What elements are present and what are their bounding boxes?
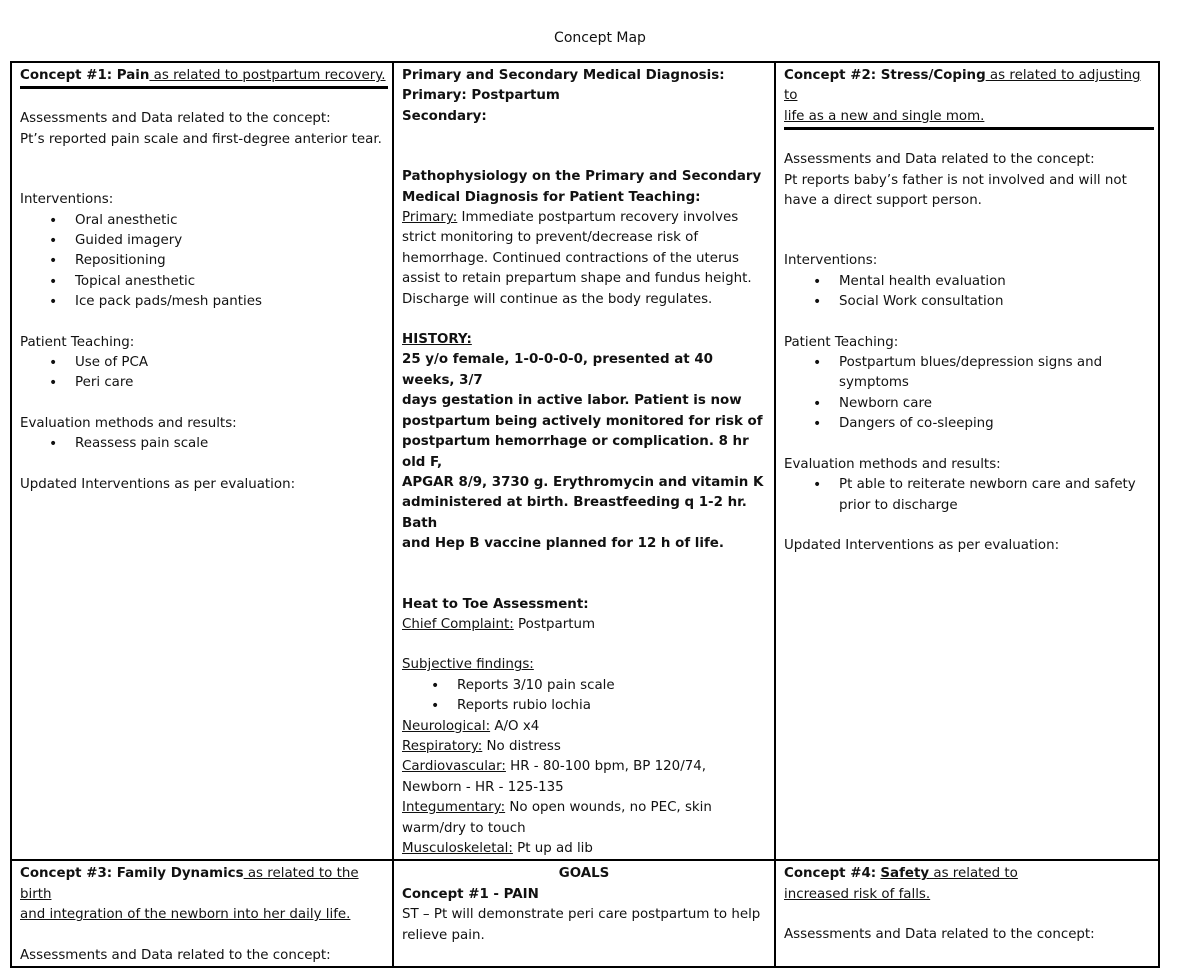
list-item: • Repositioning [75,251,384,271]
integ-value: No open wounds, no PEC, skin [505,800,712,816]
concept1-eval-list [20,434,384,454]
concept1-eval-label: Evaluation methods and results: [20,415,237,431]
concept-map-table [10,61,1160,968]
assessment-heading: Heat to Toe Assessment: [402,596,589,612]
concept4-cell [775,860,1159,967]
concept1-label: Concept #1: Pain [20,68,150,83]
concept2-interventions-list [784,272,1150,313]
list-item: • Peri care [75,373,384,393]
concept3-cell [11,860,393,967]
history-line: and Hep B vaccine planned for 12 h of life. [402,536,724,552]
concept3-phrase-2: and integration of the newborn into her daily life. [20,907,351,923]
goals-heading: GOALS [558,866,610,882]
list-item: • Ice pack pads/mesh panties [75,292,384,312]
goals-st-line: ST – Pt will demonstrate peri care postpartum to help [402,907,761,923]
patho-line: Immediate postpartum recovery involves [457,210,739,226]
cardio-value-2: Newborn - HR - 125-135 [402,779,564,795]
concept2-header-line-2 [784,107,1154,130]
concept1-assess-text: Pt’s reported pain scale and first-degree anterior tear. [20,131,382,147]
concept2-header-line-1 [784,66,1150,107]
concept3-assess-label: Assessments and Data related to the concept: [20,947,331,963]
list-item: • Use of PCA [75,353,384,373]
concept1-interventions-list [20,211,384,313]
concept3-phrase: as related to the birth [20,866,359,902]
patho-heading-1: Pathophysiology on the Primary and Secondary [402,169,762,185]
concept2-assess-line: have a direct support person. [784,193,982,209]
history-line: 25 y/o female, 1-0-0-0-0, presented at 40 weeks, 3/7 [402,352,713,388]
history-line: postpartum being actively monitored for risk of [402,413,763,429]
integ-label: Integumentary: [402,800,506,816]
concept2-teaching-label: Patient Teaching: [784,334,899,350]
list-item: • Reports 3/10 pain scale [457,676,766,696]
concept2-eval-label: Evaluation methods and results: [784,456,1001,472]
chief-complaint-value: Postpartum [513,616,596,632]
integ-value-2: warm/dry to touch [402,820,526,836]
patho-primary-label: Primary: [402,210,458,226]
concept2-eval-list [784,475,1150,516]
concept4-phrase-2: increased risk of falls. [784,886,931,902]
list-item: • Mental health evaluation [839,272,1150,292]
concept2-phrase: as related to adjusting to [784,68,1141,104]
concept2-teaching-list [784,353,1150,435]
concept1-updated-label: Updated Interventions as per evaluation: [20,476,296,492]
concept1-phrase: as related to postpartum recovery. [149,68,386,83]
concept2-interventions-label: Interventions: [784,253,878,269]
diagnosis-cell [393,62,775,860]
history-line: administered at birth. Breastfeeding q 1-2 hr. Bath [402,495,747,531]
diagnosis-secondary: Secondary: [402,108,487,124]
concept4-assess-label: Assessments and Data related to the concept: [784,927,1095,943]
list-item: • Social Work consultation [839,292,1150,312]
concept2-label: Concept #2: Stress/Coping [784,68,986,83]
goals-st-line: relieve pain. [402,927,485,943]
history-line: days gestation in active labor. Patient is now [402,393,742,409]
list-item: • Postpartum blues/depression signs and symptoms [839,353,1150,394]
history-label: HISTORY: [402,332,472,348]
concept2-phrase-2: life as a new and single mom. [784,108,985,124]
concept1-interventions-label: Interventions: [20,192,114,208]
cardio-label: Cardiovascular: [402,759,506,775]
goals-cell [393,860,775,967]
chief-complaint-label: Chief Complaint: [402,616,514,632]
subjective-list [402,676,766,717]
concept4-safety: Safety [880,866,930,882]
resp-label: Respiratory: [402,738,483,754]
patho-heading-2: Medical Diagnosis for Patient Teaching: [402,189,701,205]
list-item: • Dangers of co-sleeping [839,414,1150,434]
list-item: • Reassess pain scale [75,434,384,454]
page-title: Concept Map [554,30,646,46]
concept2-assess-line: Pt reports baby’s father is not involved and will not [784,172,1127,188]
musc-label: Musculoskeletal: [402,841,513,856]
subjective-label: Subjective findings: [402,657,534,673]
list-item: • Pt able to reiterate newborn care and safety prior to discharge [839,475,1150,516]
history-line: postpartum hemorrhage or complication. 8 hr old F, [402,434,749,470]
concept1-cell [11,62,393,860]
diagnosis-primary: Primary: Postpartum [402,88,560,104]
concept2-cell [775,62,1159,860]
patho-line: hemorrhage. Continued contractions of the uterus [402,250,740,266]
neuro-value: A/O x4 [490,718,540,734]
list-item: • Topical anesthetic [75,272,384,292]
concept1-teaching-list [20,353,384,394]
concept3-label: Concept #3: Family Dynamics [20,866,244,882]
concept4-label: Concept #4: [784,866,877,882]
goals-concept-label: Concept #1 - PAIN [402,886,539,902]
list-item: • Reports rubio lochia [457,696,766,716]
concept2-updated-label: Updated Interventions as per evaluation: [784,537,1060,553]
neuro-label: Neurological: [402,718,491,734]
concept1-header [20,66,388,89]
patho-line: Discharge will continue as the body regulates. [402,291,713,307]
concept1-teaching-label: Patient Teaching: [20,334,135,350]
concept2-assess-label: Assessments and Data related to the concept: [784,152,1095,168]
list-item: • Oral anesthetic [75,211,384,231]
history-line: APGAR 8/9, 3730 g. Erythromycin and vitamin K [402,474,764,490]
diagnosis-heading: Primary and Secondary Medical Diagnosis: [402,68,725,83]
list-item: • Guided imagery [75,231,384,251]
patho-line: strict monitoring to prevent/decrease risk of [402,230,699,246]
list-item: • Newborn care [839,394,1150,414]
concept4-phrase: as related to [929,866,1018,882]
patho-line: assist to retain prepartum shape and fundus height. [402,271,752,287]
concept1-assess-label: Assessments and Data related to the concept: [20,111,331,127]
musc-value: Pt up ad lib [512,841,593,856]
cardio-value: HR - 80-100 bpm, BP 120/74, [505,759,707,775]
resp-value: No distress [482,738,561,754]
